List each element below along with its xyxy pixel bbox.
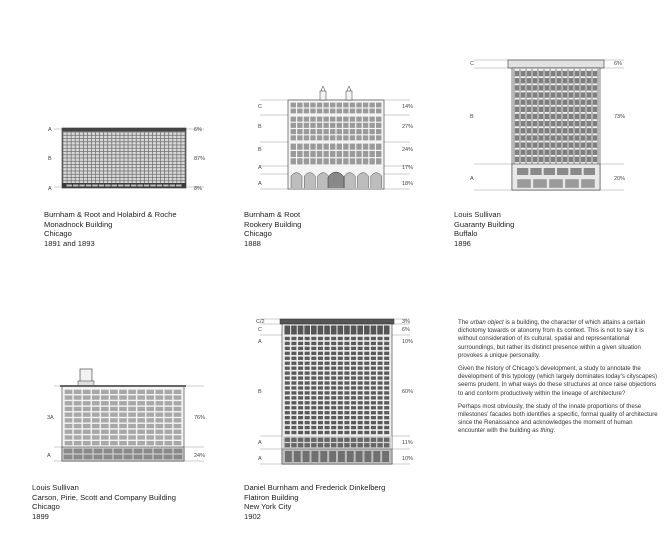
section-letter: A [258, 456, 262, 462]
emphasis: urban object [470, 319, 504, 326]
section-letter: 3A [47, 415, 54, 421]
section-letter: A [258, 440, 262, 446]
section-letter: A [258, 165, 262, 171]
section-percent: 14% [402, 104, 414, 110]
building-caption-rookery [244, 210, 301, 248]
section-percent: 6% [614, 61, 622, 67]
facade [280, 319, 394, 464]
facade [60, 369, 186, 461]
architect: Burnham & Root [244, 210, 301, 219]
section-percent: 73% [614, 114, 626, 120]
city: Chicago [44, 229, 72, 239]
monadnock-elevation [44, 120, 214, 195]
facade [62, 128, 186, 188]
year: 1891 and 1893 [44, 238, 95, 248]
building-caption-monadnock [44, 210, 177, 248]
building-caption-flatiron [244, 483, 385, 521]
section-percent: 76% [194, 415, 206, 421]
city: Chicago [32, 502, 60, 512]
building-name: Rookery Building [244, 219, 302, 229]
section-percent: 18% [402, 181, 414, 187]
section-percent: 10% [402, 456, 414, 462]
emphasis: as thing [532, 427, 554, 435]
city: Buffalo [454, 229, 478, 239]
section-percent: 17% [402, 165, 414, 171]
section-percent: 10% [402, 339, 414, 345]
section-percent: 11% [402, 440, 413, 446]
building-caption-carson [32, 483, 176, 521]
year: 1899 [32, 511, 49, 521]
building-name: Carson, Pirie, Scott and Company Building [32, 492, 176, 502]
flatiron-elevation [252, 316, 422, 468]
section-percent: 27% [402, 124, 414, 130]
section-letter: C [470, 61, 474, 67]
section-letter: B [258, 147, 262, 153]
essay-paragraph-2: Given the history of Chicago’s development, a study to annotate the development of this typology (which largely dominates today’s cityscapes) seems prudent. In what ways do these structures at once raise objections to and conform productively within the lineage of architecture? [458, 365, 658, 397]
building-name: Guaranty Building [454, 219, 515, 229]
section-letter: B [258, 389, 262, 395]
year: 1896 [454, 238, 471, 248]
essay-paragraph-3: Perhaps most obviously, the study of the innate proportions of these milestones’ facades both identifies a specific, formal quality of architecture since the Renaissance and acknowledges the moment of human encounter with the building as thing. [458, 402, 658, 435]
section-percent: 24% [402, 147, 414, 153]
building-name: Monadnock Building [44, 219, 113, 229]
section-letter: C [258, 327, 262, 333]
section-letter: B [258, 124, 262, 130]
city: Chicago [244, 229, 272, 239]
facade [288, 86, 384, 189]
year: 1902 [244, 511, 261, 521]
section-letter: C [258, 104, 262, 110]
section-percent: 87% [194, 156, 206, 162]
section-letter: B [470, 114, 474, 120]
section-letter: C/2 [256, 319, 265, 325]
section-letter: A [258, 339, 262, 345]
section-letter: A [47, 453, 51, 459]
essay-paragraph-1: The urban object is a building, the character of which attains a certain dichotomy towards or atonomy from its context. This is not to say it is without consideration of its cultural, spatial and representational surroundings, but rather its distinct presence within a given situation provokes a unique personality. [458, 319, 646, 359]
section-percent: 6% [402, 327, 410, 333]
architect: Burnham & Root and Holabird & Roche [44, 210, 177, 219]
essay-text [458, 319, 658, 441]
facade [508, 60, 604, 190]
building-caption-guaranty [454, 210, 514, 248]
section-percent: 60% [402, 389, 414, 395]
section-letter: A [48, 186, 52, 192]
section-percent: 3% [402, 319, 410, 325]
section-percent: 24% [194, 453, 206, 459]
guaranty-elevation [464, 56, 634, 196]
section-letter: B [48, 156, 52, 162]
carson-pirie-scott-elevation [44, 366, 214, 466]
section-percent: 20% [614, 176, 626, 182]
building-name: Flatiron Building [244, 492, 299, 502]
year: 1888 [244, 238, 261, 248]
architect: Daniel Burnham and Frederick Dinkelberg [244, 483, 386, 492]
rookery-elevation [252, 84, 422, 194]
section-letter: A [470, 176, 474, 182]
section-letter: A [48, 127, 52, 133]
architect: Louis Sullivan [32, 483, 79, 492]
section-letter: A [258, 181, 262, 187]
section-percent: 8% [194, 186, 202, 192]
section-percent: 6% [194, 127, 202, 133]
architect: Louis Sullivan [454, 210, 501, 219]
city: New York City [244, 502, 292, 512]
